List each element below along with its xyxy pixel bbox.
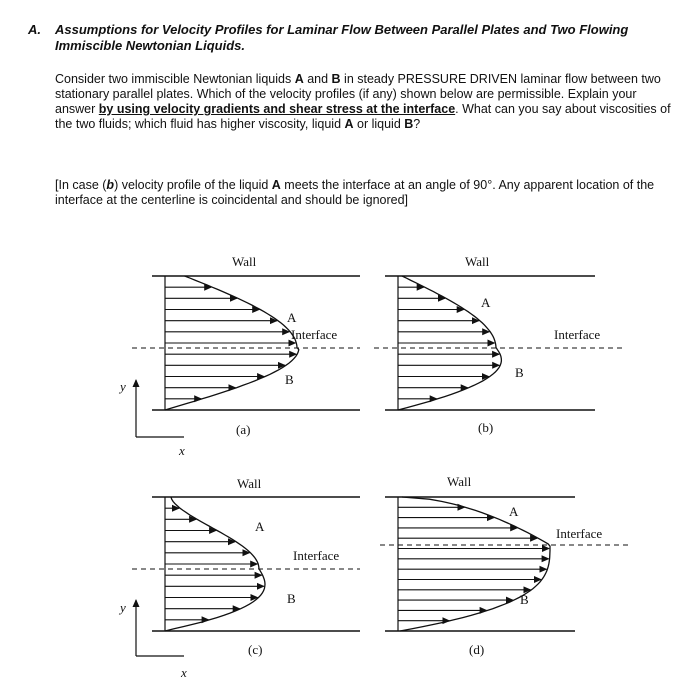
liquid-b-label: B xyxy=(285,372,294,387)
panel-c xyxy=(118,476,360,680)
liquid-a-label: A xyxy=(255,519,265,534)
problem-statement: Consider two immiscible Newtonian liquids A and B in steady PRESSURE DRIVEN laminar flow between two stationary parallel plates. Which of the velocity profiles (if any) shown below are permissible. Explain your answer by using velocity gradients and shear stress at the interface. What can you say about viscosities of the two fluids; which fluid has higher viscosity, liquid A or liquid B? xyxy=(55,72,671,131)
x-axis-label: x xyxy=(179,443,185,458)
emphasized-phrase: by using velocity gradients and shear stress at the interface xyxy=(98,102,456,116)
panel-d xyxy=(380,474,628,657)
caption-b: (b) xyxy=(478,420,494,435)
wall-label: Wall xyxy=(232,254,257,269)
liquid-b-label: B xyxy=(515,365,524,380)
y-axis-label: y xyxy=(120,600,126,615)
wall-label: Wall xyxy=(237,476,262,491)
case-note: [In case (b) velocity profile of the liquid A meets the interface at an angle of 90°. Any apparent location of the interface at the centerline is coincidental and should be ignored] xyxy=(55,178,655,207)
x-axis-label: x xyxy=(181,665,187,680)
caption-a: (a) xyxy=(236,422,251,437)
liquid-a-label: A xyxy=(481,295,491,310)
panel-b xyxy=(374,254,625,435)
wall-label: Wall xyxy=(447,474,472,489)
interface-label: Interface xyxy=(293,548,340,563)
interface-label: Interface xyxy=(556,526,603,541)
section-letter: A. xyxy=(28,22,41,37)
caption-c: (c) xyxy=(248,642,263,657)
wall-label: Wall xyxy=(465,254,490,269)
liquid-a-label: A xyxy=(287,310,297,325)
liquid-b-label: B xyxy=(520,592,529,607)
liquid-a-label: A xyxy=(509,504,519,519)
section-title: Assumptions for Velocity Profiles for Laminar Flow Between Parallel Plates and Two Flowing Immiscible Newtonian Liquids. xyxy=(55,22,629,53)
panel-a xyxy=(118,254,360,458)
interface-label: Interface xyxy=(554,327,601,342)
interface-label: Interface xyxy=(291,327,338,342)
liquid-b-label: B xyxy=(287,591,296,606)
y-axis-label: y xyxy=(120,379,126,394)
caption-d: (d) xyxy=(469,642,485,657)
